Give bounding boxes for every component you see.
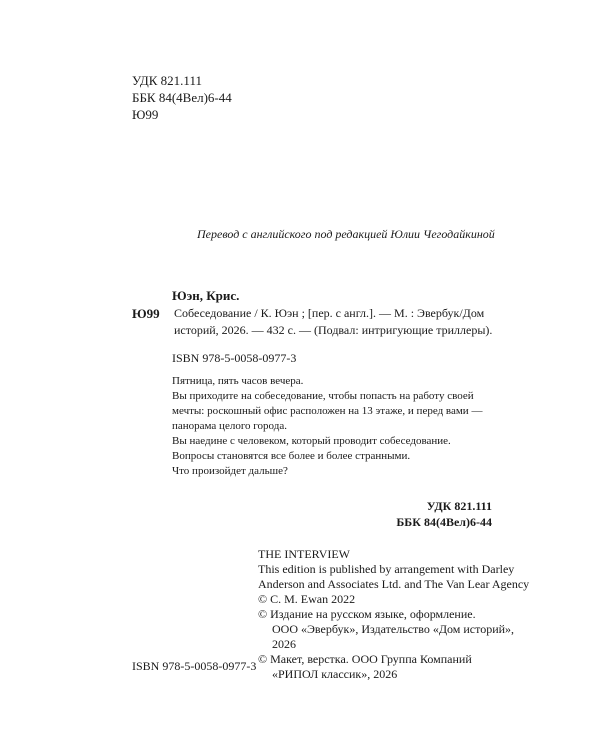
russian-edition-line: © Издание на русском языке, оформление. — [258, 607, 476, 621]
original-copyright: © C. M. Ewan 2022 — [258, 592, 356, 606]
russian-edition-line: 2026 — [272, 637, 296, 651]
biblio-line: историй, 2026. — 432 с. — (Подвал: интригующие триллеры). — [174, 323, 493, 337]
author-mark: Ю99 — [132, 107, 159, 122]
udk-code-right: УДК 821.111 — [426, 499, 492, 513]
classification-right — [396, 498, 492, 530]
translator-note: Перевод с английского под редакцией Юлии Чегодайкиной — [197, 227, 495, 241]
biblio-line: Собеседование / К. Юэн ; [пер. с англ.]. — М. : Эвербук/Дом — [174, 306, 485, 320]
layout-copyright-line: «РИПОЛ классик», 2026 — [272, 667, 398, 681]
udk-code: УДК 821.111 — [132, 73, 202, 88]
annotation-line: Вы наедине с человеком, который проводит собеседование. — [172, 435, 451, 447]
isbn-top: ISBN 978-5-0058-0977-3 — [172, 351, 297, 365]
author-code: Ю99 — [132, 306, 160, 321]
edition-line: Anderson and Associates Ltd. and The Van Lear Agency — [258, 577, 530, 591]
edition-line: This edition is published by arrangement with Darley — [258, 562, 515, 576]
annotation-line: Вы приходите на собеседование, чтобы попасть на работу своей — [172, 390, 474, 402]
bbk-code: ББК 84(4Вел)6-44 — [132, 90, 232, 105]
isbn-bottom: ISBN 978-5-0058-0977-3 — [132, 659, 257, 673]
layout-copyright-line: © Макет, верстка. ООО Группа Компаний — [258, 652, 472, 666]
bibliographic-description — [174, 305, 514, 339]
original-title: THE INTERVIEW — [258, 547, 351, 561]
annotation-line: Пятница, пять часов вечера. — [172, 375, 304, 387]
annotation-line: мечты: роскошный офис расположен на 13 этаже, и перед вами — — [172, 405, 483, 417]
annotation-line: панорама целого города. — [172, 420, 287, 432]
author-heading: Юэн, Крис. — [172, 288, 240, 303]
russian-edition-line: ООО «Эвербук», Издательство «Дом историй», — [272, 622, 515, 636]
copyright-block — [258, 547, 528, 682]
classification-block — [132, 72, 232, 123]
annotation-line: Что произойдет дальше? — [172, 465, 288, 477]
annotation — [172, 374, 517, 479]
annotation-line: Вопросы становятся все более и более странными. — [172, 450, 411, 462]
bbk-code-right: ББК 84(4Вел)6-44 — [396, 515, 492, 529]
